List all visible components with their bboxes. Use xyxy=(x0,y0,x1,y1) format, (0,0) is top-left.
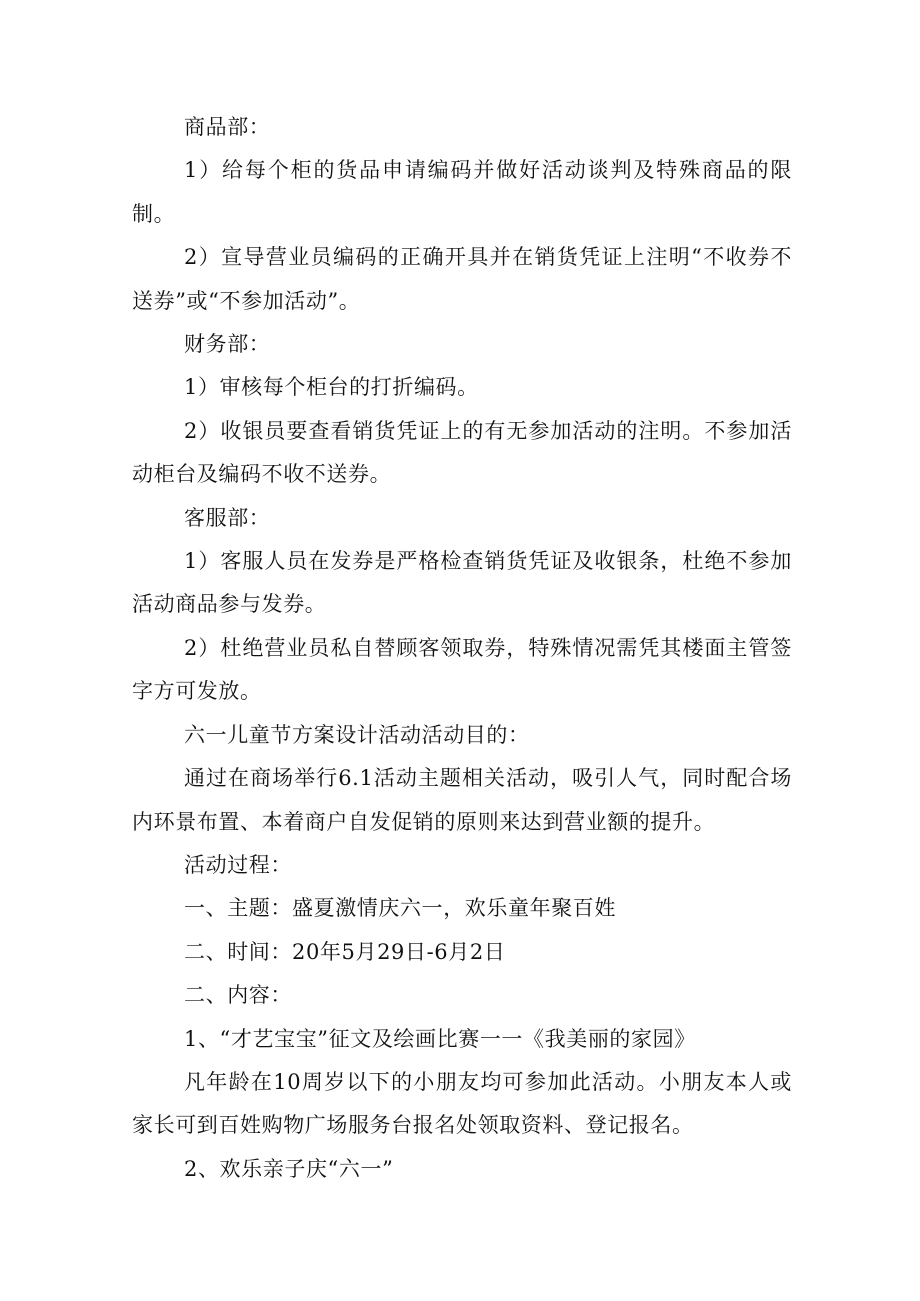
activity-purpose-text: 通过在商场举行6.1活动主题相关活动，吸引人气，同时配合场内环景布置、本着商户自发促销的原则来达到营业额的提升。 xyxy=(132,766,792,834)
merchandise-item-1: 1）给每个柜的货品申请编码并做好活动谈判及特殊商品的限制。 xyxy=(132,158,792,226)
activity-purpose-heading: 六一儿童节方案设计活动活动目的： xyxy=(184,722,530,747)
finance-item-1: 1）审核每个柜台的打折编码。 xyxy=(184,375,479,400)
document-body xyxy=(132,106,792,1191)
activity-process-heading: 活动过程： xyxy=(184,852,292,877)
content-item-1-title: 1、“才艺宝宝”征文及绘画比赛一一《我美丽的家园》 xyxy=(184,1026,696,1051)
merchandise-item-2: 2）宣导营业员编码的正确开具并在销货凭证上注明“不收券不送券”或“不参加活动”。 xyxy=(132,245,792,313)
finance-item-2: 2）收银员要查看销货凭证上的有无参加活动的注明。不参加活动柜台及编码不收不送券。 xyxy=(132,418,792,487)
section-heading-customer-service: 客服部： xyxy=(184,505,271,530)
section-heading-finance: 财务部： xyxy=(184,332,271,357)
customer-service-item-2: 2）杜绝营业员私自替顾客领取券，特殊情况需凭其楼面主管签字方可发放。 xyxy=(132,635,792,704)
section-heading-merchandise: 商品部： xyxy=(184,115,271,139)
customer-service-item-1: 1）客服人员在发券是严格检查销货凭证及收银条，杜绝不参加活动商品参与发券。 xyxy=(132,549,792,617)
activity-content-heading: 二、内容： xyxy=(184,983,292,1008)
activity-time: 二、时间：20年5月29日-6月2日 xyxy=(184,939,506,964)
content-item-1-text: 凡年龄在10周岁以下的小朋友均可参加此活动。小朋友本人或家长可到百姓购物广场服务台报名处领取资料、登记报名。 xyxy=(132,1069,792,1138)
activity-theme: 一、主题：盛夏激情庆六一，欢乐童年聚百姓 xyxy=(184,896,616,921)
content-item-2-title: 2、欢乐亲子庆“六一” xyxy=(184,1156,394,1181)
